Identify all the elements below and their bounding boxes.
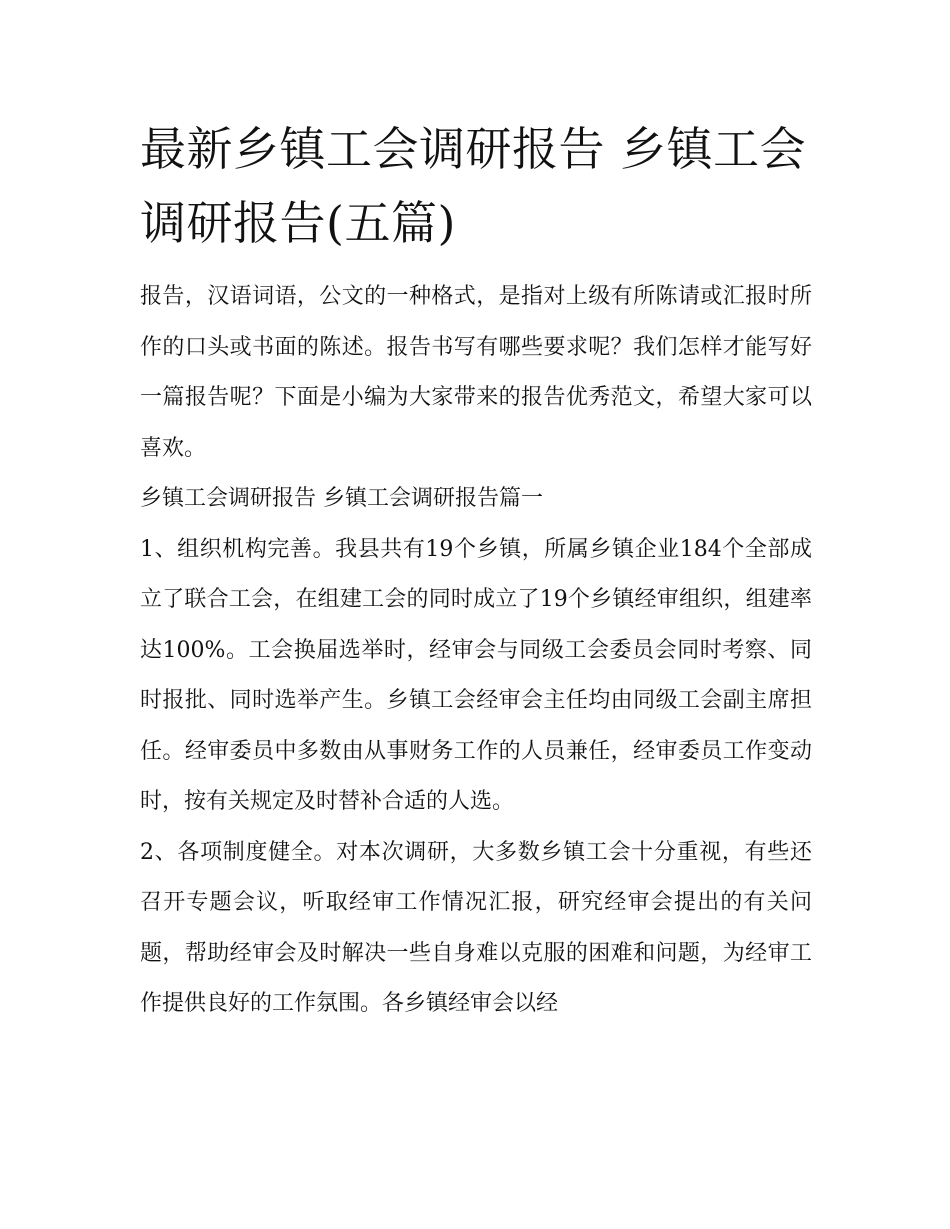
paragraph-systems: 2、各项制度健全。对本次调研，大多数乡镇工会十分重视，有些还召开专题会议，听取经审工作情况汇报，研究经审会提出的有关问题，帮助经审会及时解决一些自身难以克服的困难和问题，为经审工作提供良好的工作氛围。各乡镇经审会以经 (140, 839, 812, 1016)
document-title: 最新乡镇工会调研报告 乡镇工会调研报告(五篇) (140, 122, 807, 250)
paragraph-organization: 1、组织机构完善。我县共有19个乡镇，所属乡镇企业184个全部成立了联合工会，在组建工会的同时成立了19个乡镇经审组织，组建率达100%。工会换届选举时，经审会与同级工会委员会同时考察、同时报批、同时选举产生。乡镇工会经审会主任均由同级工会副主席担任。经审委员中多数由从事财务工作的人员兼任，经审委员工作变动时，按有关规定及时替补合适的人选。 (140, 536, 812, 814)
document-body (140, 112, 812, 1030)
section-heading: 乡镇工会调研报告 乡镇工会调研报告篇一 (140, 486, 543, 511)
intro-paragraph: 报告，汉语词语，公文的一种格式，是指对上级有所陈请或汇报时所作的口头或书面的陈述。报告书写有哪些要求呢？我们怎样才能写好一篇报告呢？下面是小编为大家带来的报告优秀范文，希望大家可以喜欢。 (140, 284, 812, 461)
